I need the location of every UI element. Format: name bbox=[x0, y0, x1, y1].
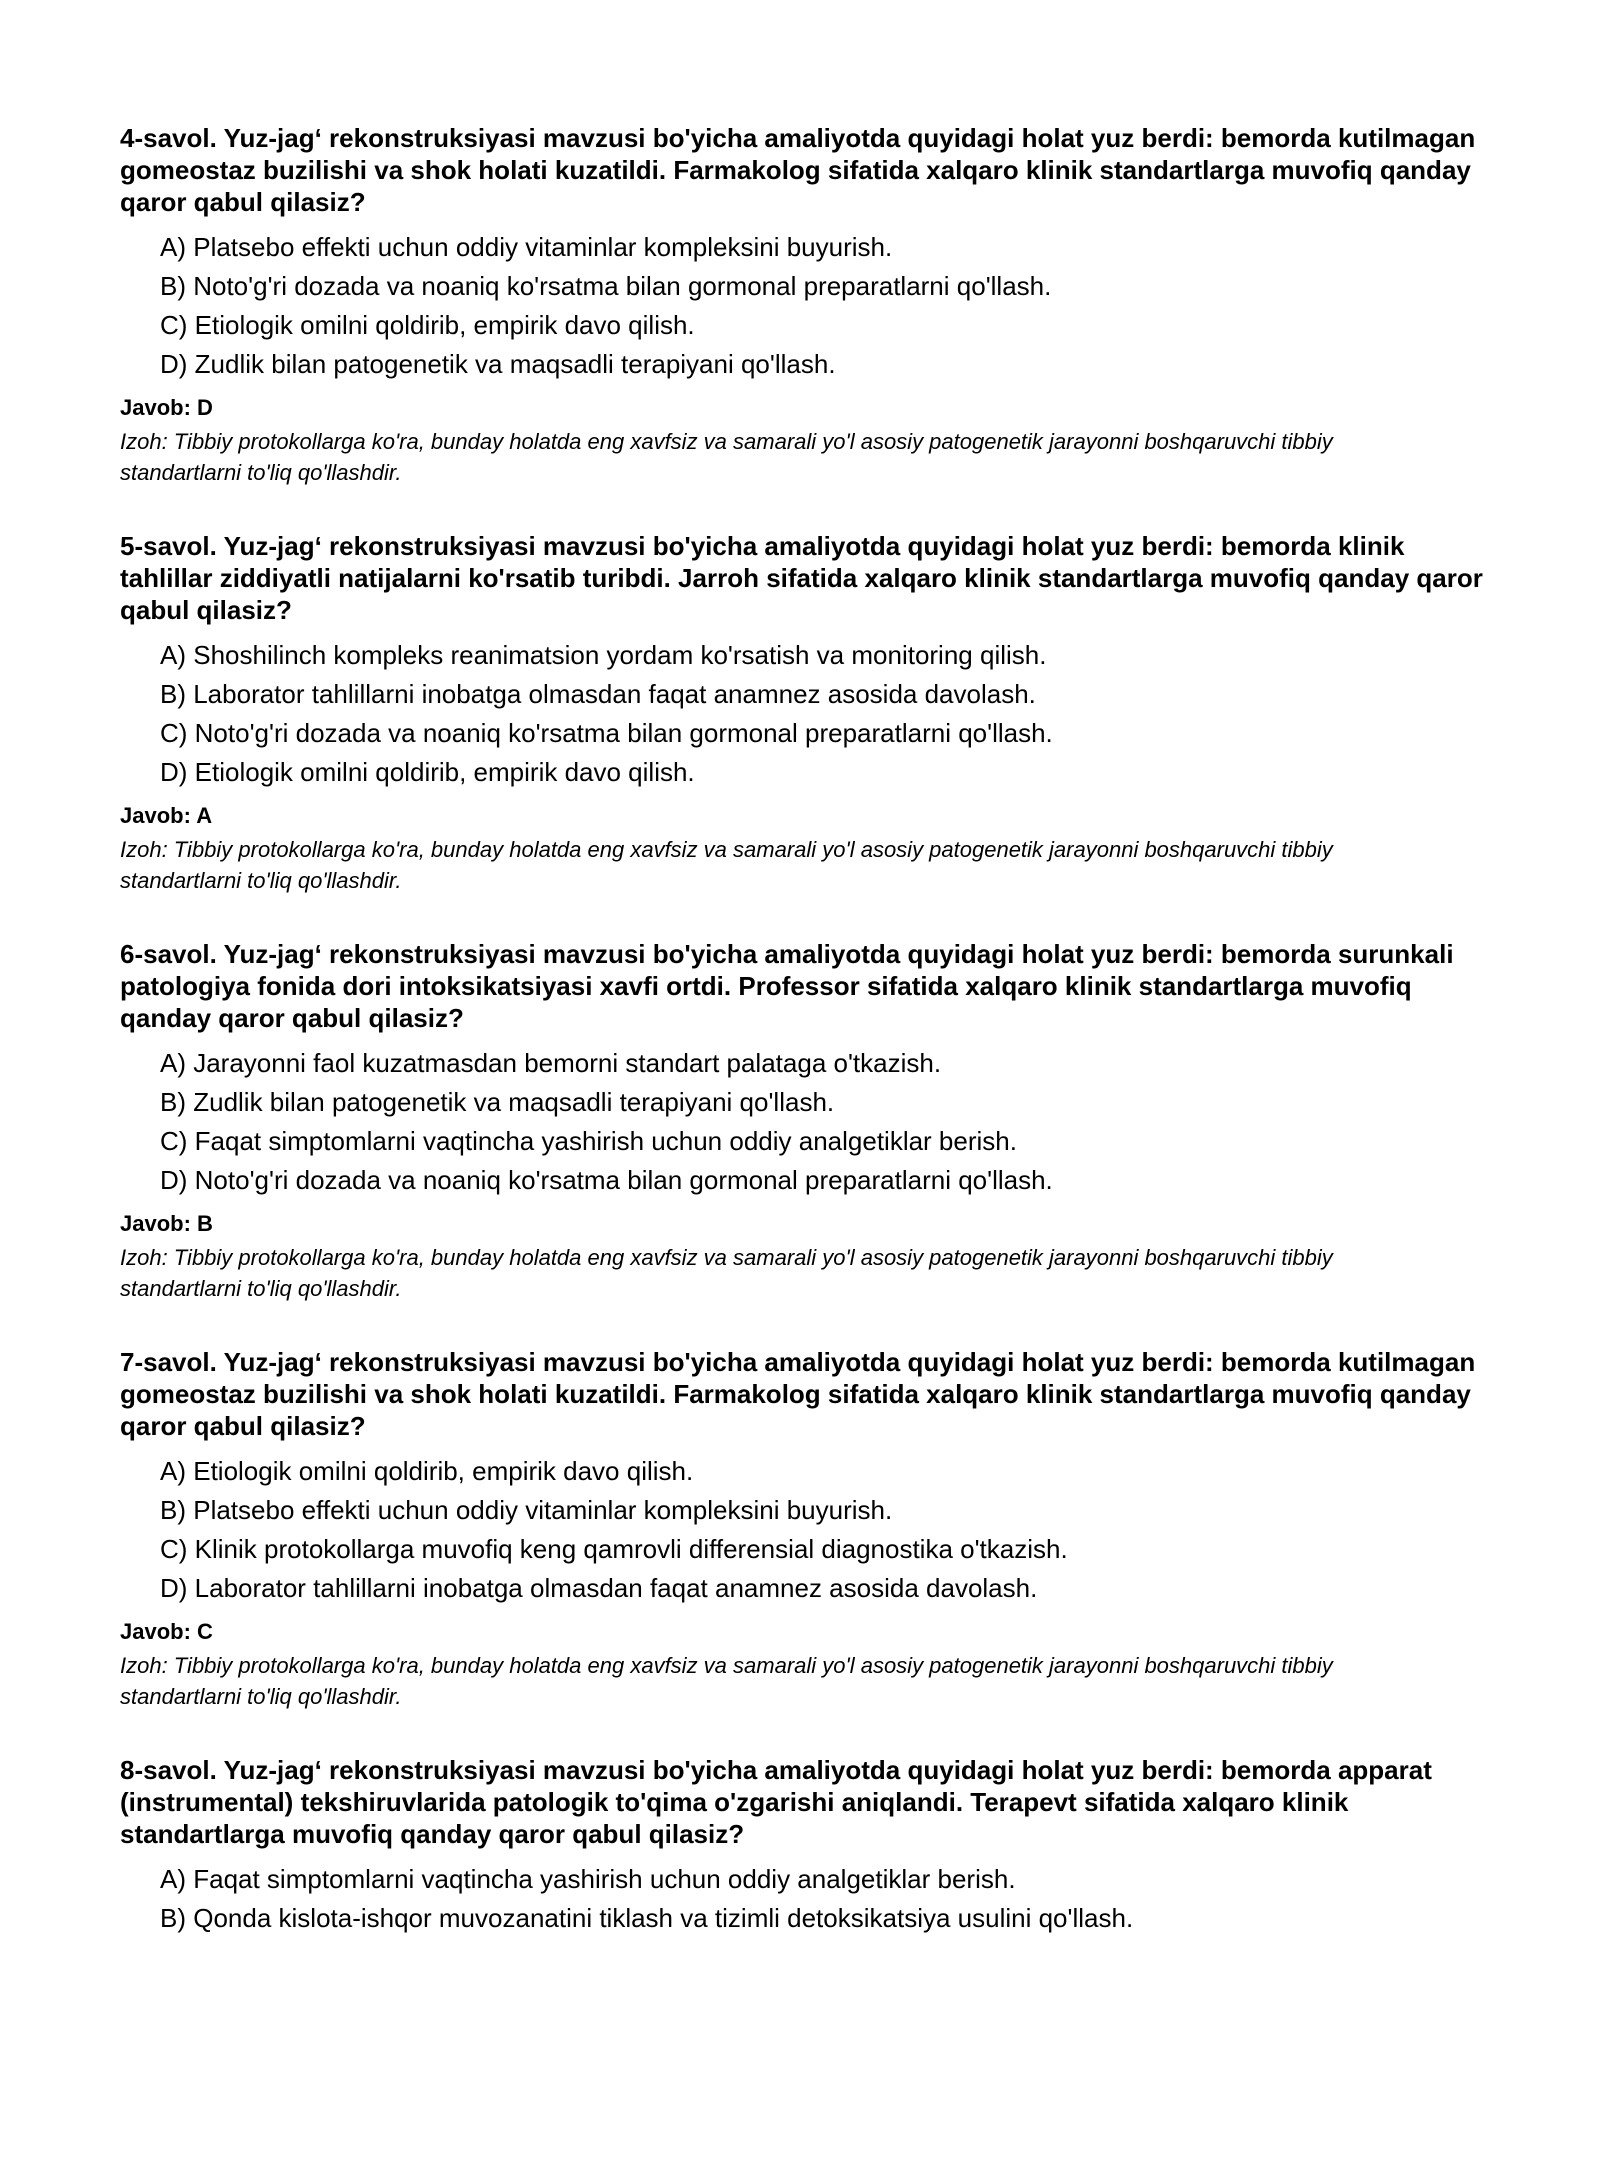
question-6 bbox=[120, 938, 1490, 1346]
option-b: B) Zudlik bilan patogenetik va maqsadli terapiyani qo'llash. bbox=[160, 1087, 835, 1117]
option-list bbox=[120, 1860, 1490, 1938]
explanation-note: Izoh: Tibbiy protokollarga ko'ra, bunday holatda eng xavfsiz va samarali yo'l asosiy patogenetik jarayonni boshqaruvchi tibbiy standartlarni to'liq qo'llashdir. bbox=[120, 1245, 1333, 1301]
explanation-note: Izoh: Tibbiy protokollarga ko'ra, bunday holatda eng xavfsiz va samarali yo'l asosiy patogenetik jarayonni boshqaruvchi tibbiy standartlarni to'liq qo'llashdir. bbox=[120, 837, 1333, 893]
option-d: D) Noto'g'ri dozada va noaniq ko'rsatma bilan gormonal preparatlarni qo'llash. bbox=[160, 1165, 1053, 1195]
option-d: D) Zudlik bilan patogenetik va maqsadli terapiyani qo'llash. bbox=[160, 349, 836, 379]
option-d: D) Laborator tahlillarni inobatga olmasdan faqat anamnez asosida davolash. bbox=[160, 1573, 1038, 1603]
option-a: A) Jarayonni faol kuzatmasdan bemorni standart palataga o'tkazish. bbox=[160, 1048, 942, 1078]
question-4 bbox=[120, 122, 1490, 530]
option-a: A) Faqat simptomlarni vaqtincha yashirish uchun oddiy analgetiklar berish. bbox=[160, 1864, 1016, 1894]
option-c: C) Faqat simptomlarni vaqtincha yashirish uchun oddiy analgetiklar berish. bbox=[160, 1126, 1017, 1156]
answer-label: Javob: A bbox=[120, 803, 213, 828]
question-text: 6-savol. Yuz-jag‘ rekonstruksiyasi mavzusi bo'yicha amaliyotda quyidagi holat yuz berdi: bemorda surunkali patologiya fonida dori intoksikatsiyasi xavfi ortdi. Professor sifatida xalqaro klinik standartlarga muvofiq qanday qaror qabul qilasiz? bbox=[120, 939, 1454, 1033]
document-page bbox=[120, 122, 1490, 2162]
question-text: 5-savol. Yuz-jag‘ rekonstruksiyasi mavzusi bo'yicha amaliyotda quyidagi holat yuz berdi: bemorda klinik tahlillar ziddiyatli natijalarni ko'rsatib turibdi. Jarroh sifatida xalqaro klinik standartlarga muvofiq qanday qaror qabul qilasiz? bbox=[120, 531, 1483, 625]
explanation-note: Izoh: Tibbiy protokollarga ko'ra, bunday holatda eng xavfsiz va samarali yo'l asosiy patogenetik jarayonni boshqaruvchi tibbiy standartlarni to'liq qo'llashdir. bbox=[120, 429, 1333, 485]
question-7 bbox=[120, 1346, 1490, 1754]
option-a: A) Shoshilinch kompleks reanimatsion yordam ko'rsatish va monitoring qilish. bbox=[160, 640, 1047, 670]
answer-label: Javob: D bbox=[120, 395, 213, 420]
option-b: B) Noto'g'ri dozada va noaniq ko'rsatma bilan gormonal preparatlarni qo'llash. bbox=[160, 271, 1052, 301]
option-b: B) Laborator tahlillarni inobatga olmasdan faqat anamnez asosida davolash. bbox=[160, 679, 1036, 709]
option-d: D) Etiologik omilni qoldirib, empirik davo qilish. bbox=[160, 757, 695, 787]
option-b: B) Qonda kislota-ishqor muvozanatini tiklash va tizimli detoksikatsiya usulini qo'llash. bbox=[160, 1903, 1134, 1933]
option-c: C) Klinik protokollarga muvofiq keng qamrovli differensial diagnostika o'tkazish. bbox=[160, 1534, 1068, 1564]
option-list bbox=[120, 1044, 1490, 1200]
option-list bbox=[120, 636, 1490, 792]
explanation-note: Izoh: Tibbiy protokollarga ko'ra, bunday holatda eng xavfsiz va samarali yo'l asosiy patogenetik jarayonni boshqaruvchi tibbiy standartlarni to'liq qo'llashdir. bbox=[120, 1653, 1333, 1709]
question-text: 8-savol. Yuz-jag‘ rekonstruksiyasi mavzusi bo'yicha amaliyotda quyidagi holat yuz berdi: bemorda apparat (instrumental) tekshiruvlarida patologik to'qima o'zgarishi aniqlandi. Terapevt sifatida xalqaro klinik standartlarga muvofiq qanday qaror qabul qilasiz? bbox=[120, 1755, 1432, 1849]
option-a: A) Platsebo effekti uchun oddiy vitaminlar kompleksini buyurish. bbox=[160, 232, 893, 262]
question-5 bbox=[120, 530, 1490, 938]
option-c: C) Etiologik omilni qoldirib, empirik davo qilish. bbox=[160, 310, 695, 340]
question-text: 4-savol. Yuz-jag‘ rekonstruksiyasi mavzusi bo'yicha amaliyotda quyidagi holat yuz berdi: bemorda kutilmagan gomeostaz buzilishi va shok holati kuzatildi. Farmakolog sifatida xalqaro klinik standartlarga muvofiq qanday qaror qabul qilasiz? bbox=[120, 123, 1476, 217]
question-8 bbox=[120, 1754, 1490, 2162]
option-a: A) Etiologik omilni qoldirib, empirik davo qilish. bbox=[160, 1456, 694, 1486]
answer-label: Javob: B bbox=[120, 1211, 213, 1236]
option-b: B) Platsebo effekti uchun oddiy vitaminlar kompleksini buyurish. bbox=[160, 1495, 893, 1525]
option-list bbox=[120, 228, 1490, 384]
option-list bbox=[120, 1452, 1490, 1608]
answer-label: Javob: C bbox=[120, 1619, 213, 1644]
option-c: C) Noto'g'ri dozada va noaniq ko'rsatma bilan gormonal preparatlarni qo'llash. bbox=[160, 718, 1053, 748]
question-text: 7-savol. Yuz-jag‘ rekonstruksiyasi mavzusi bo'yicha amaliyotda quyidagi holat yuz berdi: bemorda kutilmagan gomeostaz buzilishi va shok holati kuzatildi. Farmakolog sifatida xalqaro klinik standartlarga muvofiq qanday qaror qabul qilasiz? bbox=[120, 1347, 1476, 1441]
